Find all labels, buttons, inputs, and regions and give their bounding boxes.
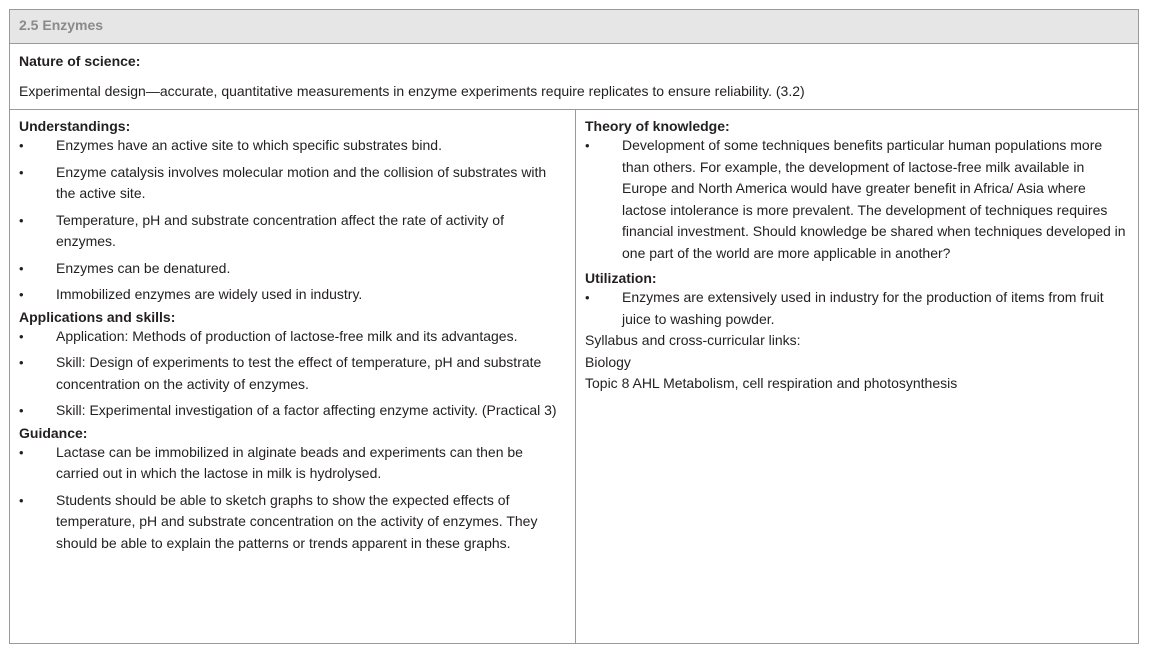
list-item: [19, 135, 566, 157]
list-item: [19, 326, 566, 348]
list-item-text: Students should be able to sketch graphs to show the expected effects of temperature, pH and substrate concentration on the activity of enzymes. They should be able to explain the patterns or trends apparent in these graphs.: [56, 491, 538, 551]
list-item: [19, 162, 566, 205]
list-item-text: Immobilized enzymes are widely used in industry.: [56, 286, 363, 302]
left-column: [10, 110, 576, 643]
list-item: [19, 210, 566, 253]
bullet-icon: •: [19, 328, 24, 344]
bullet-icon: •: [19, 212, 24, 228]
tok-heading: Theory of knowledge:: [585, 118, 730, 134]
two-column-body: [10, 110, 1138, 643]
bullet-icon: •: [19, 355, 24, 370]
list-item: [585, 135, 1129, 264]
list-item-text: Enzyme catalysis involves molecular motion and the collision of substrates with the active site.: [56, 163, 547, 201]
syllabus-box: [9, 9, 1139, 644]
guidance-list: [19, 442, 566, 555]
nature-of-science-heading: Nature of science:: [19, 53, 141, 69]
bullet-icon: •: [19, 287, 24, 302]
list-item-text: Enzymes can be denatured.: [56, 259, 231, 276]
bullet-icon: •: [19, 138, 24, 153]
bullet-icon: •: [585, 290, 590, 305]
utilization-list: [585, 287, 1129, 330]
links-subject: Biology: [585, 353, 631, 370]
understandings-heading: Understandings:: [19, 118, 131, 134]
list-item-text: Enzymes are extensively used in industry for the production of items from fruit juice to washing powder.: [622, 289, 1104, 327]
links-heading: Syllabus and cross-curricular links:: [585, 332, 801, 348]
list-item-text: Skill: Design of experiments to test the effect of temperature, pH and substrate concentration on the activity of enzymes.: [56, 354, 542, 392]
list-item: [19, 490, 566, 555]
applications-list: [19, 326, 566, 422]
bullet-icon: •: [19, 260, 24, 276]
list-item-text: Temperature, pH and substrate concentration affect the rate of activity of enzymes.: [56, 211, 504, 249]
list-item: [19, 400, 566, 422]
bullet-icon: •: [19, 492, 24, 508]
list-item-text: Development of some techniques benefits particular human populations more than others. For example, the development of lactose-free milk available in Europe and North America would have greater benefit in Africa/ Asia where lactose intolerance is more prevalent. The development of techniques requires financial investment. Should knowledge be shared when techniques developed in one part of the world are more applicable in another?: [622, 137, 1126, 261]
cross-curricular-links: [585, 330, 1129, 395]
nature-of-science-section: [10, 44, 1138, 110]
list-item-text: Lactase can be immobilized in alginate beads and experiments can then be carried out in which the lactose in milk is hydrolysed.: [56, 443, 523, 481]
tok-list: [585, 135, 1129, 264]
list-item: [19, 352, 566, 395]
list-item-text: Enzymes have an active site to which specific substrates bind.: [56, 137, 442, 153]
bullet-icon: •: [19, 164, 24, 180]
utilization-heading: Utilization:: [585, 270, 657, 286]
applications-heading: Applications and skills:: [19, 308, 176, 325]
bullet-icon: •: [19, 403, 24, 418]
list-item: [585, 287, 1129, 330]
section-title: 2.5 Enzymes: [10, 10, 1138, 44]
list-item: [19, 442, 566, 485]
guidance-heading: Guidance:: [19, 424, 88, 441]
bullet-icon: •: [585, 138, 590, 153]
list-item: [19, 284, 566, 306]
list-item-text: Skill: Experimental investigation of a factor affecting enzyme activity. (Practical 3): [56, 402, 557, 418]
links-topic: Topic 8 AHL Metabolism, cell respiration and photosynthesis: [585, 375, 958, 391]
nature-of-science-text: Experimental design—accurate, quantitative measurements in enzyme experiments require replicates to ensure reliability. (3.2): [19, 83, 805, 99]
right-column: [576, 110, 1138, 643]
understandings-list: [19, 135, 566, 306]
list-item-text: Application: Methods of production of lactose-free milk and its advantages.: [56, 327, 518, 344]
list-item: [19, 258, 566, 280]
bullet-icon: •: [19, 444, 24, 460]
